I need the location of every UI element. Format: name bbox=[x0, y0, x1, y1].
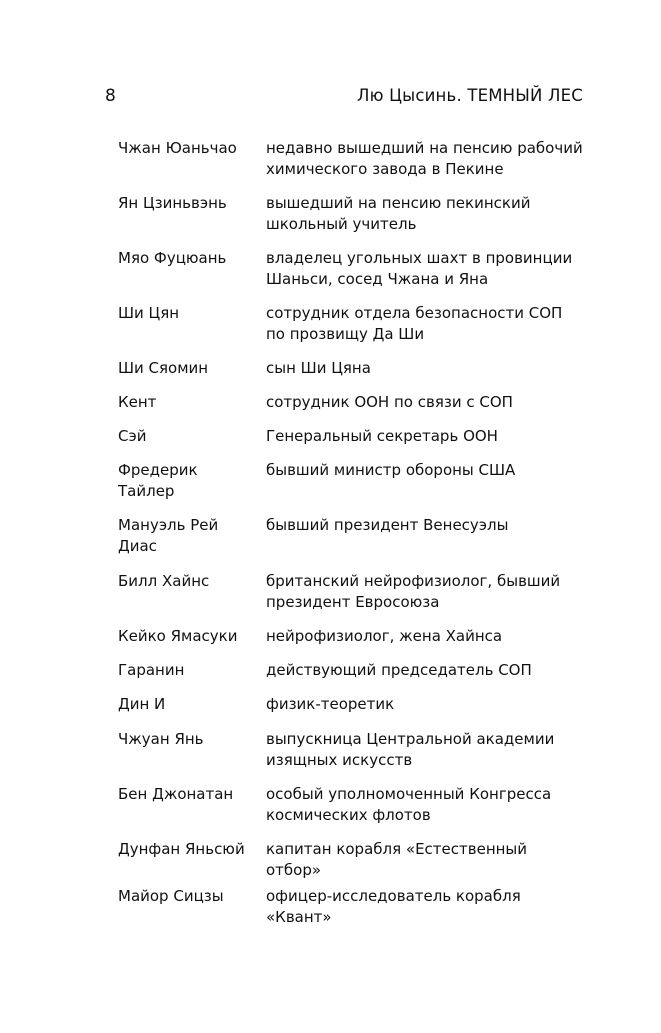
running-title: Лю Цысинь. ТЕМНЫЙ ЛЕС bbox=[356, 86, 583, 105]
character-name: Дунфан Яньсюй bbox=[118, 840, 245, 858]
character-name: Кент bbox=[118, 393, 157, 411]
character-description: бывший президент Венесуэлы bbox=[266, 516, 509, 534]
character-description: сотрудник ООН по связи с СОП bbox=[266, 393, 513, 411]
character-name: Ши Сяомин bbox=[118, 359, 209, 377]
character-description: особый уполномоченный Конгресса космических флотов bbox=[266, 785, 552, 824]
character-description: бывший министр обороны США bbox=[266, 461, 516, 479]
character-description: выпускница Центральной академии изящных искусств bbox=[266, 730, 555, 769]
character-description: вышедший на пенсию пекинский школьный учитель bbox=[266, 194, 531, 233]
character-name: Ян Цзиньвэнь bbox=[118, 194, 227, 212]
character-name: Билл Хайнс bbox=[118, 572, 210, 590]
character-description: офицер-исследователь корабля «Квант» bbox=[266, 887, 521, 926]
character-name: Майор Сицзы bbox=[118, 887, 224, 905]
character-description: британский нейрофизиолог, бывший президент Евросоюза bbox=[266, 572, 561, 611]
character-name: Сэй bbox=[118, 427, 147, 445]
character-name: Мяо Фуцюань bbox=[118, 249, 227, 267]
character-name: Мануэль Рей Диас bbox=[118, 516, 219, 555]
character-description: сын Ши Цяна bbox=[266, 359, 371, 377]
character-name: Фредерик Тайлер bbox=[118, 461, 198, 500]
character-name: Чжуан Янь bbox=[118, 730, 204, 748]
character-description: Генеральный секретарь ООН bbox=[266, 427, 498, 445]
character-description: капитан корабля «Естественный отбор» bbox=[266, 840, 528, 879]
character-name: Чжан Юаньчао bbox=[118, 139, 237, 157]
character-name: Дин И bbox=[118, 695, 166, 713]
character-name: Гаранин bbox=[118, 661, 185, 679]
character-name: Кейко Ямасуки bbox=[118, 627, 238, 645]
page-number: 8 bbox=[105, 86, 116, 106]
character-description: физик-теоретик bbox=[266, 695, 395, 713]
character-description: недавно вышедший на пенсию рабочий химического завода в Пекине bbox=[266, 139, 583, 178]
character-description: владелец угольных шахт в провинции Шаньси, сосед Чжана и Яна bbox=[266, 249, 573, 288]
character-description: нейрофизиолог, жена Хайнса bbox=[266, 627, 503, 645]
character-name: Ши Цян bbox=[118, 304, 180, 322]
character-description: сотрудник отдела безопасности СОП по прозвищу Да Ши bbox=[266, 304, 563, 343]
character-description: действующий председатель СОП bbox=[266, 661, 532, 679]
character-name: Бен Джонатан bbox=[118, 785, 234, 803]
